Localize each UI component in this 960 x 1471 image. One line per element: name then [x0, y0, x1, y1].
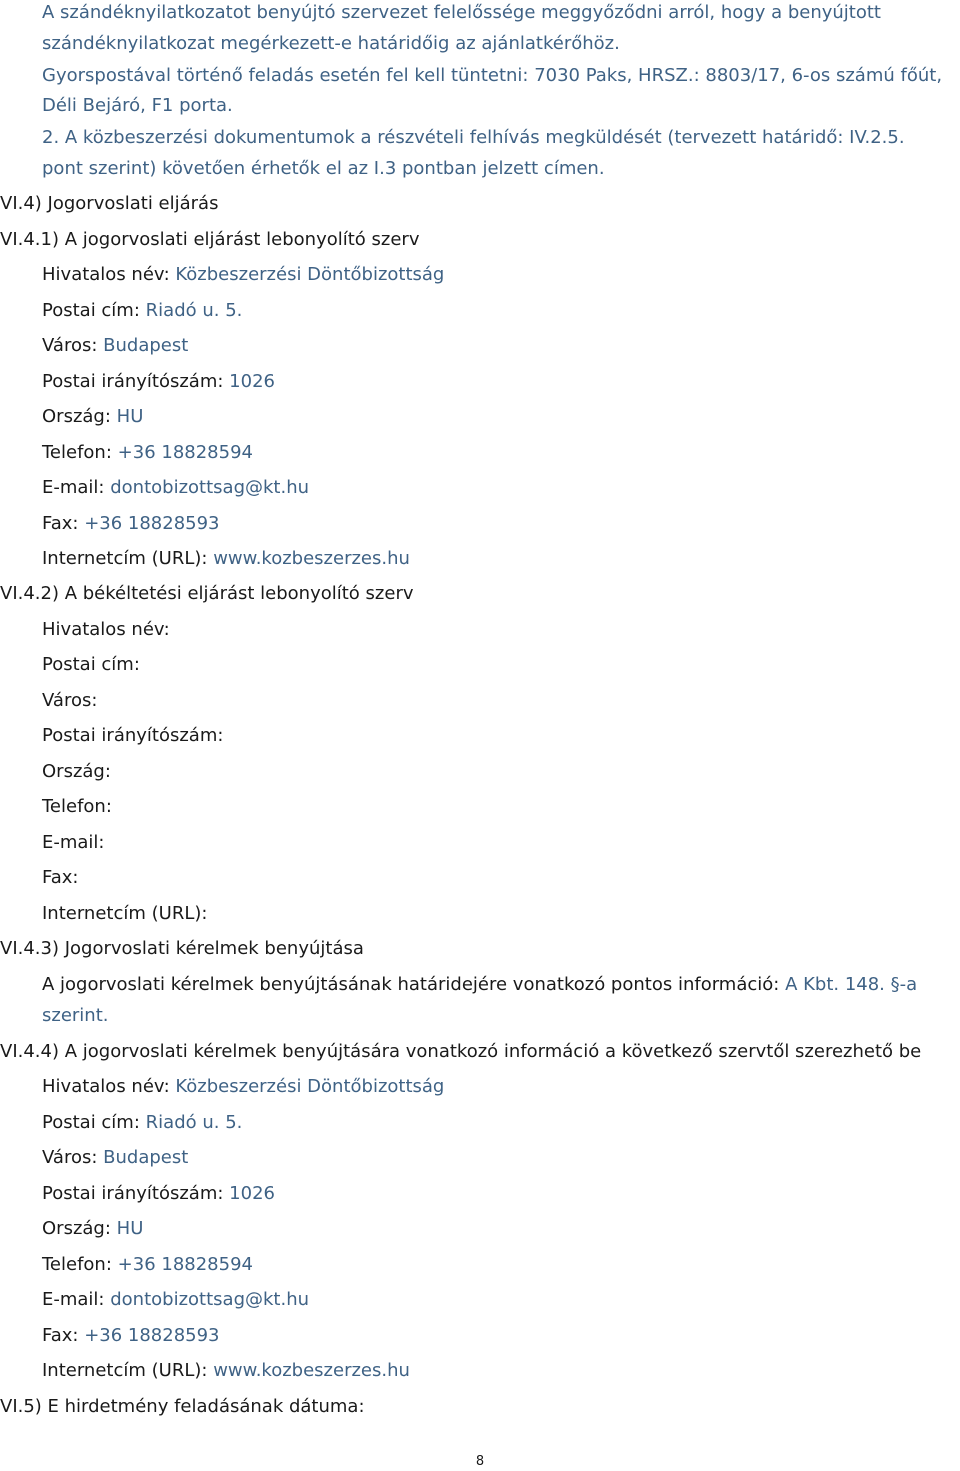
field-label: Város: [42, 335, 98, 356]
field-value: A Kbt. 148. §-a [785, 974, 918, 995]
field-label: Postai cím: [42, 300, 140, 321]
field-value: HU [116, 1218, 144, 1239]
field-value: Riadó u. 5. [145, 1112, 243, 1133]
field-city [42, 1142, 188, 1173]
field-label: Hivatalos név: [42, 264, 170, 285]
field-url: Internetcím (URL): [42, 903, 208, 924]
field-email [42, 1284, 309, 1315]
field-phone [42, 437, 253, 468]
field-value: +36 18828593 [84, 1325, 220, 1346]
field-deadline-info [42, 969, 917, 1000]
field-value: +36 18828594 [117, 1254, 253, 1275]
field-label: E-mail: [42, 1289, 105, 1310]
field-email: E-mail: [42, 832, 105, 853]
field-label: A jogorvoslati kérelmek benyújtásának határidejére vonatkozó pontos információ: [42, 974, 780, 995]
field-country [42, 1213, 143, 1244]
section-heading-vi42: VI.4.2) A békéltetési eljárást lebonyolító szerv [0, 583, 414, 604]
field-url [42, 543, 410, 574]
field-label: Postai irányítószám: [42, 371, 224, 392]
field-fax [42, 508, 220, 539]
section-heading-vi41: VI.4.1) A jogorvoslati eljárást lebonyolító szerv [0, 229, 420, 250]
field-label: Fax: [42, 513, 79, 534]
section-heading-vi5: VI.5) E hirdetmény feladásának dátuma: [0, 1396, 365, 1417]
field-email [42, 472, 309, 503]
field-value: www.kozbeszerzes.hu [213, 548, 410, 569]
intro-line: Gyorspostával történő feladás esetén fel kell tüntetni: 7030 Paks, HRSZ.: 8803/17, 6-os számú főút, [42, 65, 943, 86]
field-city: Város: [42, 690, 98, 711]
field-label: Postai irányítószám: [42, 1183, 224, 1204]
field-zip: Postai irányítószám: [42, 725, 224, 746]
field-fax [42, 1320, 220, 1351]
field-url [42, 1355, 410, 1386]
intro-line: 2. A közbeszerzési dokumentumok a részvételi felhívás megküldését (tervezett határidő: IV.2.5. [42, 127, 905, 148]
field-label: Postai cím: [42, 1112, 140, 1133]
field-value: Budapest [103, 335, 189, 356]
field-value: +36 18828593 [84, 513, 220, 534]
field-label: E-mail: [42, 477, 105, 498]
field-label: Telefon: [42, 442, 112, 463]
field-value-continued: szerint. [42, 1005, 109, 1026]
field-value: +36 18828594 [117, 442, 253, 463]
field-value: dontobizottsag@kt.hu [110, 477, 310, 498]
field-value: Közbeszerzési Döntőbizottság [175, 1076, 445, 1097]
field-label: Fax: [42, 1325, 79, 1346]
intro-line: A szándéknyilatkozatot benyújtó szervezet felelőssége meggyőződni arról, hogy a benyújtott [42, 2, 881, 23]
field-postal-address [42, 1107, 242, 1138]
field-zip [42, 366, 275, 397]
field-value: dontobizottsag@kt.hu [110, 1289, 310, 1310]
intro-line: Déli Bejáró, F1 porta. [42, 95, 233, 116]
section-heading-vi44: VI.4.4) A jogorvoslati kérelmek benyújtására vonatkozó információ a következő szervtől szerezhető be [0, 1041, 922, 1062]
section-heading-vi4: VI.4) Jogorvoslati eljárás [0, 193, 219, 214]
field-value: Közbeszerzési Döntőbizottság [175, 264, 445, 285]
field-label: Internetcím (URL): [42, 548, 208, 569]
field-city [42, 330, 188, 361]
intro-line: pont szerint) követően érhetők el az I.3 pontban jelzett címen. [42, 158, 605, 179]
field-zip [42, 1178, 275, 1209]
field-official-name [42, 1071, 444, 1102]
field-value: 1026 [229, 1183, 275, 1204]
field-postal-address [42, 295, 242, 326]
field-fax: Fax: [42, 867, 79, 888]
field-phone [42, 1249, 253, 1280]
field-label: Internetcím (URL): [42, 1360, 208, 1381]
field-official-name: Hivatalos név: [42, 619, 170, 640]
field-country [42, 401, 143, 432]
field-label: Hivatalos név: [42, 1076, 170, 1097]
field-value: 1026 [229, 371, 275, 392]
field-phone: Telefon: [42, 796, 112, 817]
field-country: Ország: [42, 761, 111, 782]
field-official-name [42, 259, 444, 290]
field-value: Riadó u. 5. [145, 300, 243, 321]
field-value: Budapest [103, 1147, 189, 1168]
field-label: Város: [42, 1147, 98, 1168]
field-value: www.kozbeszerzes.hu [213, 1360, 410, 1381]
field-label: Ország: [42, 406, 111, 427]
section-heading-vi43: VI.4.3) Jogorvoslati kérelmek benyújtása [0, 938, 364, 959]
field-label: Ország: [42, 1218, 111, 1239]
intro-line: szándéknyilatkozat megérkezett-e határidőig az ajánlatkérőhöz. [42, 33, 620, 54]
field-value: HU [116, 406, 144, 427]
field-label: Telefon: [42, 1254, 112, 1275]
page-number: 8 [475, 1454, 485, 1469]
field-postal-address: Postai cím: [42, 654, 140, 675]
